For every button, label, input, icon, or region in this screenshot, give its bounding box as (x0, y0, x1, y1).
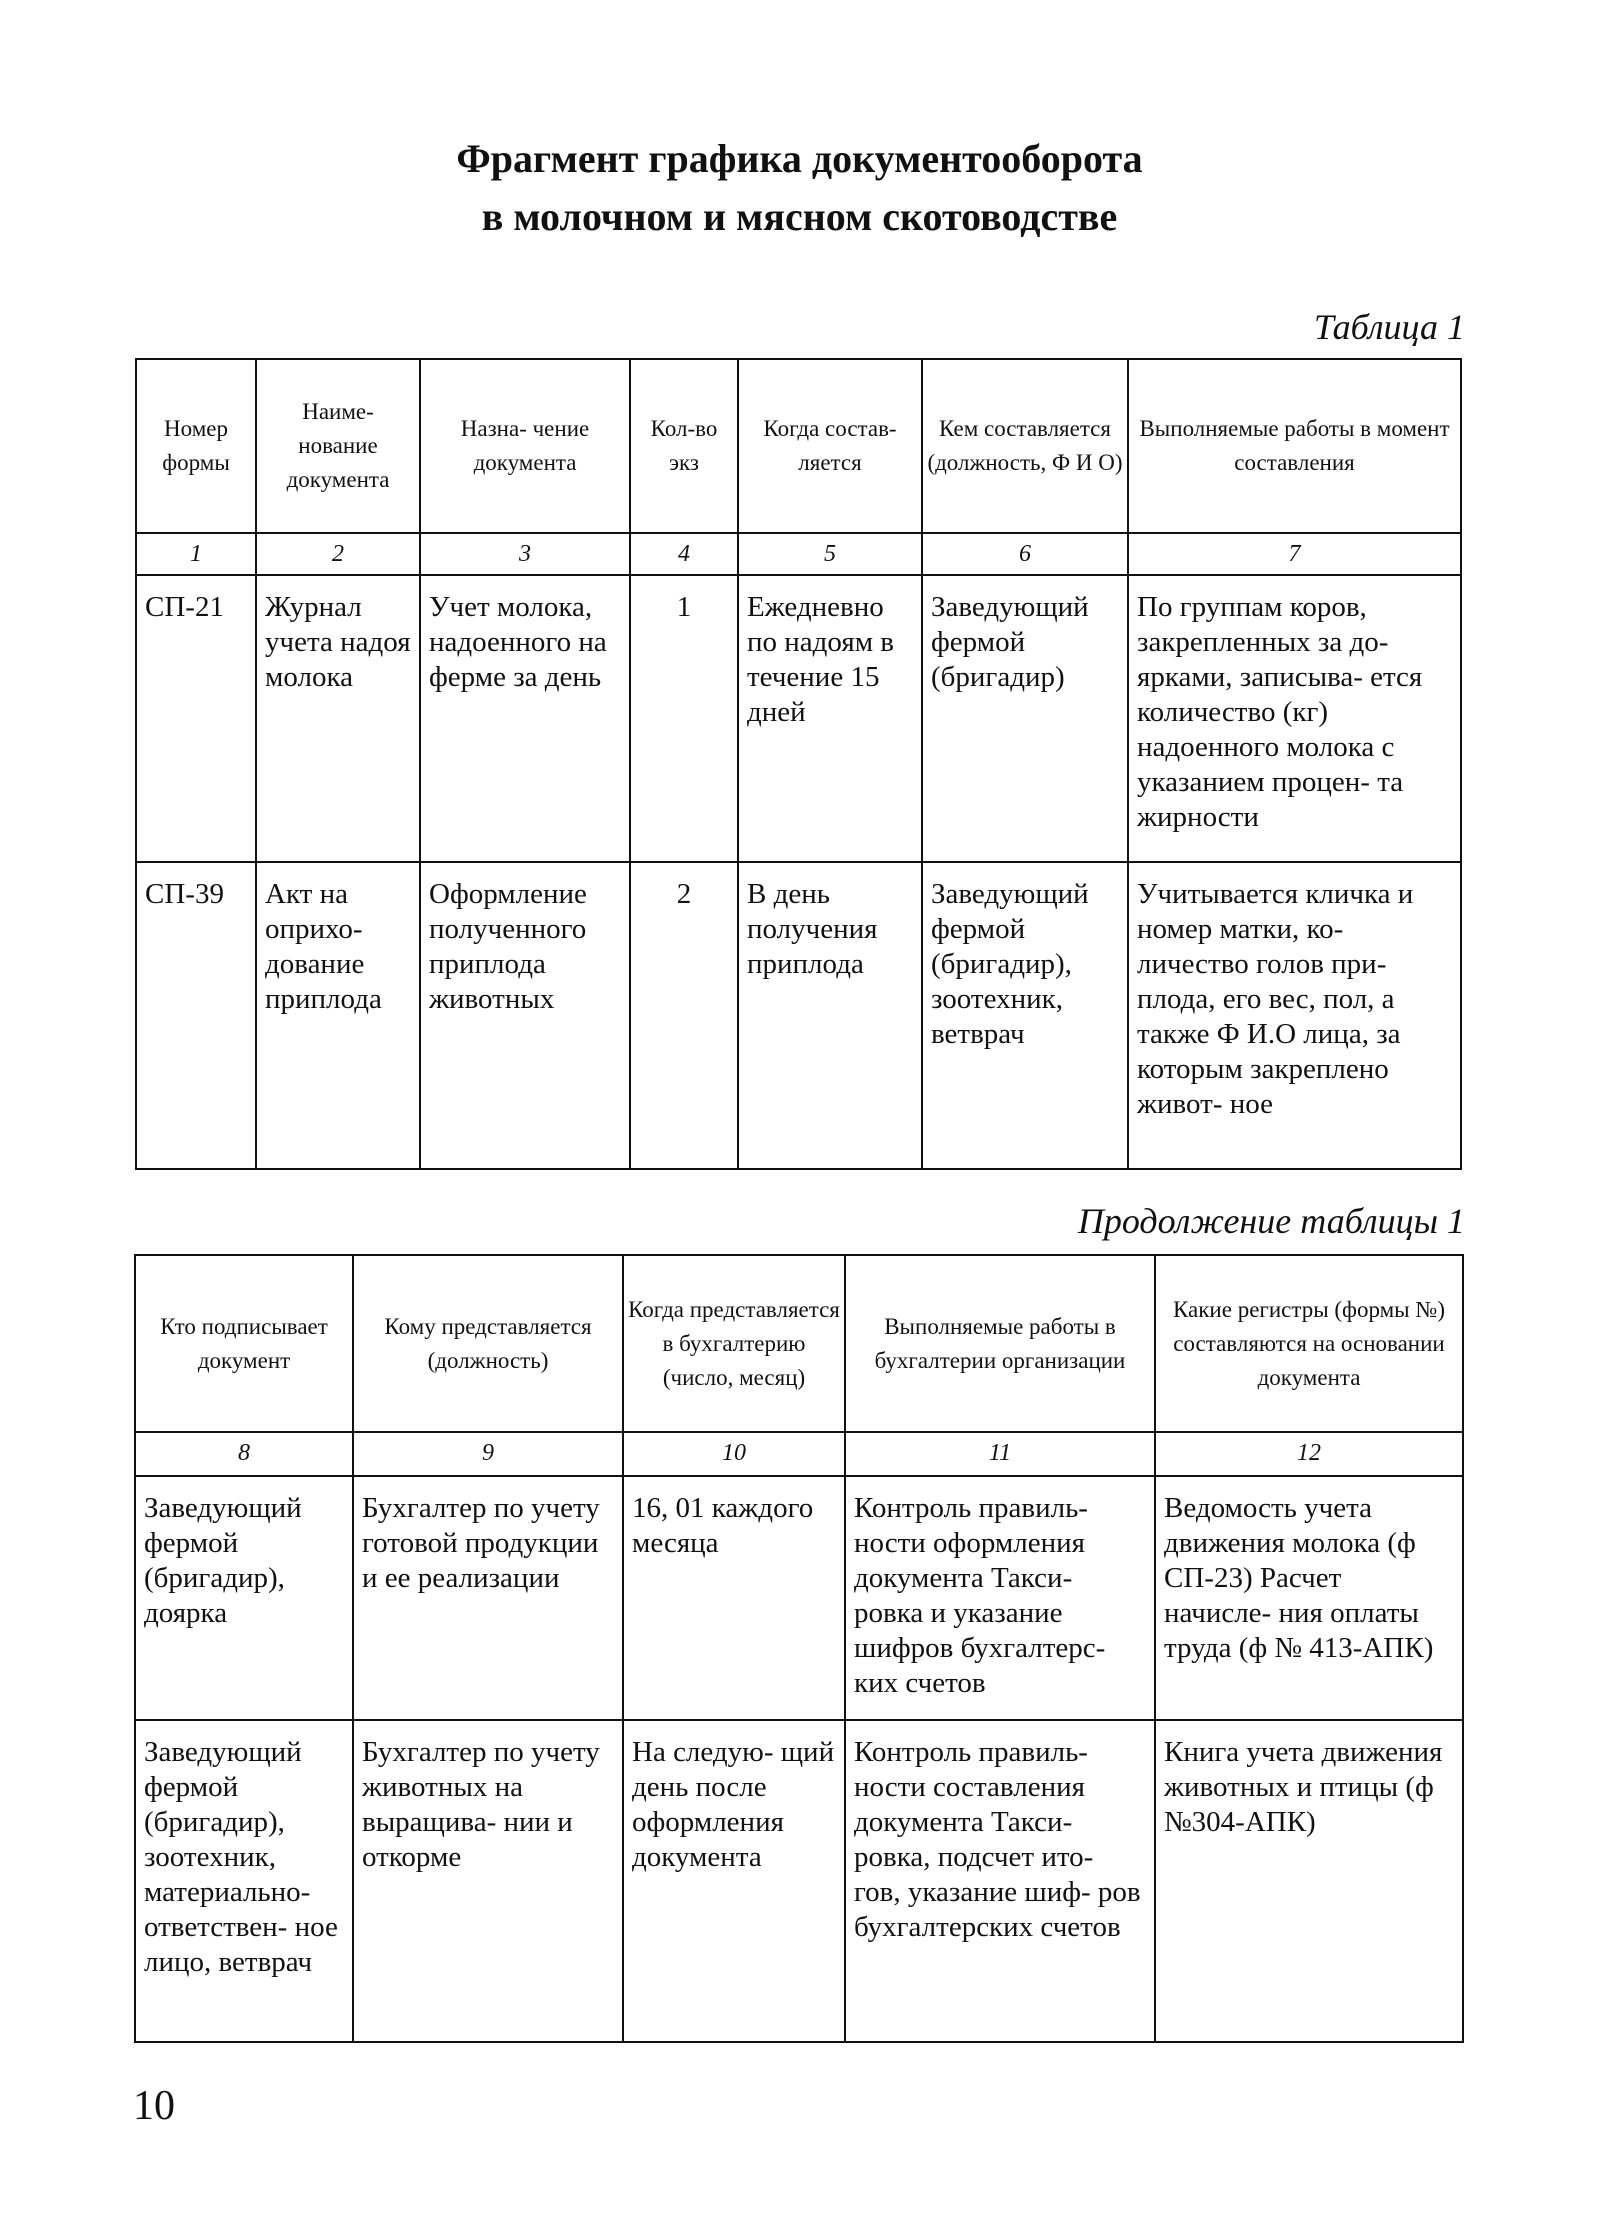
header-cell: Кто подписывает документ (135, 1255, 353, 1432)
cell-submission-date: 16, 01 каждого месяца (623, 1476, 845, 1720)
table1-caption: Таблица 1 (1313, 307, 1465, 347)
column-number: 3 (420, 533, 630, 575)
table2-column-numbers (135, 1432, 1463, 1476)
table-document-flow-continued (134, 1254, 1464, 2043)
column-number: 7 (1128, 533, 1461, 575)
header-cell: Кем составляется (должность, Ф И О) (922, 359, 1128, 533)
cell-purpose: Учет молока, надоенного на ферме за день (420, 575, 630, 862)
header-cell: Кому представляется (должность) (353, 1255, 623, 1432)
cell-signed-by: Заведующий фермой (бригадир), зоотехник, материально- ответствен- ное лицо, ветврач (135, 1720, 353, 2042)
header-cell: Выполняемые работы в бухгалтерии организации (845, 1255, 1155, 1432)
header-cell: Когда состав- ляется (738, 359, 922, 533)
cell-copies: 2 (630, 862, 738, 1169)
document-title (0, 130, 1599, 246)
page-number: 10 (133, 2083, 175, 2129)
table-row (136, 575, 1461, 862)
header-cell: Назна- чение документа (420, 359, 630, 533)
title-line-2: в молочном и мясном скотоводстве (481, 194, 1118, 239)
table1-header-row (136, 359, 1461, 533)
cell-form-number: СП-21 (136, 575, 256, 862)
column-number: 11 (845, 1432, 1155, 1476)
title-line-1: Фрагмент графика документооборота (456, 136, 1143, 181)
cell-submission-date: На следую- щий день после оформления документа (623, 1720, 845, 2042)
cell-accounting-work: Контроль правиль- ности оформления документа Такси- ровка и указание шифров бухгалтерс- ких счетов (845, 1476, 1155, 1720)
column-number: 1 (136, 533, 256, 575)
column-number: 10 (623, 1432, 845, 1476)
cell-when-drawn: В день получения приплода (738, 862, 922, 1169)
cell-submitted-to: Бухгалтер по учету животных на выращива- нии и откорме (353, 1720, 623, 2042)
header-cell: Когда представляется в бухгалтерию (число, месяц) (623, 1255, 845, 1432)
table-row (135, 1476, 1463, 1720)
table2-caption: Продолжение таблицы 1 (1077, 1201, 1465, 1241)
table-document-flow (135, 358, 1462, 1170)
cell-registers: Ведомость учета движения молока (ф СП-23) Расчет начисле- ния оплаты труда (ф № 413-АПК) (1155, 1476, 1463, 1720)
table-row (136, 862, 1461, 1169)
cell-form-number: СП-39 (136, 862, 256, 1169)
column-number: 12 (1155, 1432, 1463, 1476)
cell-copies: 1 (630, 575, 738, 862)
cell-work: Учитывается кличка и номер матки, ко- личество голов при- плода, его вес, пол, а также Ф И.О лица, за которым закреплено живот- ное (1128, 862, 1461, 1169)
column-number: 5 (738, 533, 922, 575)
cell-drawn-by: Заведующий фермой (бригадир) (922, 575, 1128, 862)
header-cell: Кол-во экз (630, 359, 738, 533)
table1-column-numbers (136, 533, 1461, 575)
table-row (135, 1720, 1463, 2042)
column-number: 8 (135, 1432, 353, 1476)
cell-work: По группам коров, закрепленных за до- ярками, записыва- ется количество (кг) надоенного молока с указанием процен- та жирности (1128, 575, 1461, 862)
cell-drawn-by: Заведующий фермой (бригадир), зоотехник, ветврач (922, 862, 1128, 1169)
header-cell: Номер формы (136, 359, 256, 533)
column-number: 2 (256, 533, 420, 575)
cell-purpose: Оформление полученного приплода животных (420, 862, 630, 1169)
cell-document-name: Журнал учета надоя молока (256, 575, 420, 862)
column-number: 6 (922, 533, 1128, 575)
cell-document-name: Акт на оприхо- дование приплода (256, 862, 420, 1169)
column-number: 4 (630, 533, 738, 575)
cell-signed-by: Заведующий фермой (бригадир), доярка (135, 1476, 353, 1720)
header-cell: Какие регистры (формы №) составляются на основании документа (1155, 1255, 1463, 1432)
header-cell: Наиме- нование документа (256, 359, 420, 533)
cell-when-drawn: Ежедневно по надоям в течение 15 дней (738, 575, 922, 862)
header-cell: Выполняемые работы в момент составления (1128, 359, 1461, 533)
table2-header-row (135, 1255, 1463, 1432)
cell-submitted-to: Бухгалтер по учету готовой продукции и ее реализации (353, 1476, 623, 1720)
cell-registers: Книга учета движения животных и птицы (ф №304-АПК) (1155, 1720, 1463, 2042)
cell-accounting-work: Контроль правиль- ности составления документа Такси- ровка, подсчет ито- гов, указание шиф- ров бухгалтерских счетов (845, 1720, 1155, 2042)
column-number: 9 (353, 1432, 623, 1476)
